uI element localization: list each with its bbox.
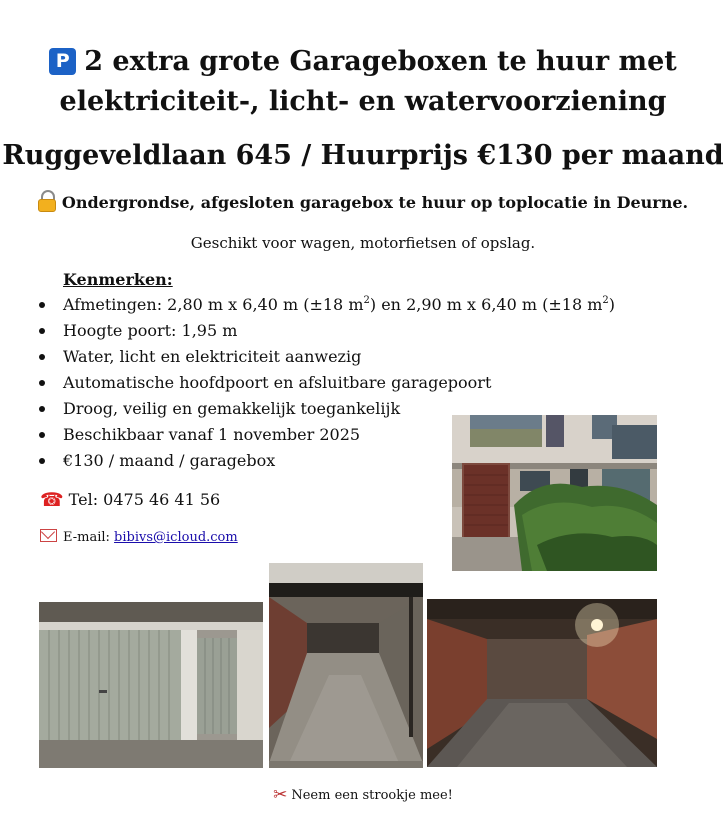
phone-icon: ☎ bbox=[40, 489, 64, 511]
phone-line bbox=[40, 488, 220, 512]
list-item: Automatische hoofdpoort en afsluitbare garagepoort bbox=[36, 370, 615, 396]
lock-icon bbox=[38, 190, 56, 212]
envelope-icon bbox=[40, 529, 57, 542]
list-item: Afmetingen: 2,80 m x 6,40 m (±18 $m^2$) en 2,90 m x 6,40 m (±18 $m^2$) bbox=[36, 292, 615, 318]
list-item: Beschikbaar vanaf 1 november 2025 bbox=[36, 422, 615, 448]
garage-doors-photo bbox=[39, 602, 263, 768]
bullet-icon bbox=[39, 432, 45, 438]
features-heading: Kenmerken: bbox=[63, 270, 173, 289]
bullet-icon bbox=[39, 458, 45, 464]
page-title-line2: elektriciteit-, licht- en watervoorziening bbox=[59, 86, 667, 117]
title-text-line1: 2 extra grote Garageboxen te huur met bbox=[84, 46, 677, 77]
email-link[interactable]: bibivs@icloud.com bbox=[114, 530, 238, 545]
list-item: €130 / maand / garagebox bbox=[36, 448, 615, 474]
parking-icon: P bbox=[49, 48, 76, 75]
list-item: Water, licht en elektriciteit aanwezig bbox=[36, 344, 615, 370]
bullet-icon bbox=[39, 354, 45, 360]
bullet-icon bbox=[39, 302, 45, 308]
list-item: Hoogte poort: 1,95 m bbox=[36, 318, 615, 344]
phone-number[interactable]: Tel: 0475 46 41 56 bbox=[68, 490, 221, 509]
footer-note: ✂ Neem een strookje mee! bbox=[273, 785, 453, 805]
list-item: Droog, veilig en gemakkelijk toegankelijk bbox=[36, 396, 615, 422]
page-title-line1 bbox=[0, 42, 726, 82]
suitable-text: Geschikt voor wagen, motorfietsen of opslag. bbox=[190, 234, 536, 252]
intro-text: Ondergrondse, afgesloten garagebox te huur op toplocatie in Deurne. bbox=[61, 193, 689, 212]
garage-interior-photo-2 bbox=[427, 599, 657, 767]
scissors-icon: ✂ bbox=[273, 785, 288, 805]
address-price-heading: Ruggeveldlaan 645 / Huurprijs €130 per maand bbox=[2, 140, 724, 171]
bullet-icon bbox=[39, 406, 45, 412]
bullet-icon bbox=[39, 380, 45, 386]
garage-interior-photo-1 bbox=[269, 563, 423, 768]
intro-line bbox=[0, 190, 726, 216]
building-photo bbox=[452, 415, 657, 571]
bullet-icon bbox=[39, 328, 45, 334]
email-line: E-mail: bibivs@icloud.com bbox=[40, 528, 238, 548]
